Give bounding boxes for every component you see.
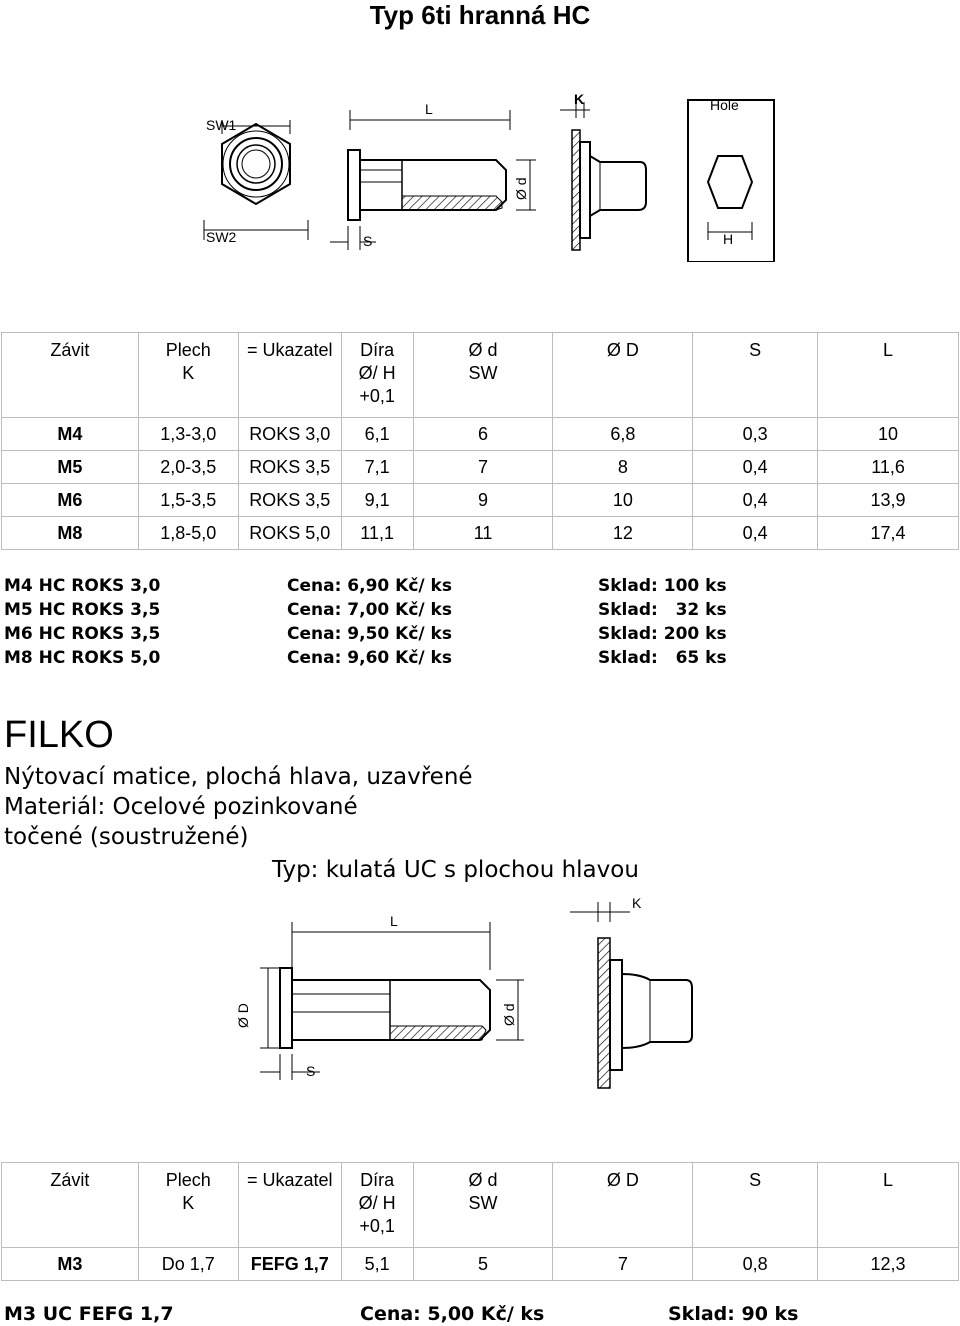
header-cell: S	[693, 1163, 818, 1248]
table-cell: 7	[553, 1248, 693, 1281]
product-price: Cena: 9,50 Kč/ ks	[287, 624, 452, 644]
table-cell: 9	[413, 484, 553, 517]
product-description: Nýtovací matice, plochá hlava, uzavřené Materiál: Ocelové pozinkované točené (soustružené)	[4, 764, 473, 850]
product-price: Cena: 9,60 Kč/ ks	[287, 648, 452, 668]
d-label: Ø d	[513, 177, 529, 200]
table-cell: 5,1	[341, 1248, 413, 1281]
product-name: M8 HC ROKS 5,0	[4, 648, 161, 668]
product-name: M5 HC ROKS 3,5	[4, 600, 161, 620]
s-label-2: S	[306, 1063, 316, 1079]
header-cell: Plech K	[138, 333, 238, 418]
header-cell: Díra Ø/ H +0,1	[341, 1163, 413, 1248]
table-cell: FEFG 1,7	[238, 1248, 341, 1281]
round-side-section	[260, 922, 524, 1080]
table-cell: ROKS 3,0	[238, 418, 341, 451]
header-cell: Závit	[2, 333, 139, 418]
table-cell: M8	[2, 517, 139, 550]
product-stock: Sklad: 65 ks	[598, 648, 727, 668]
table-cell: ROKS 3,5	[238, 484, 341, 517]
table-cell: 7	[413, 451, 553, 484]
table-cell: 1,3-3,0	[138, 418, 238, 451]
table-cell: M4	[2, 418, 139, 451]
header-cell: = Ukazatel	[238, 333, 341, 418]
table-cell: 10	[553, 484, 693, 517]
table-cell: M6	[2, 484, 139, 517]
table-cell: Do 1,7	[138, 1248, 238, 1281]
spec-table-hc	[1, 332, 959, 550]
d-label-2: Ø d	[501, 1003, 517, 1026]
product-price: Cena: 5,00 Kč/ ks	[360, 1303, 545, 1325]
product-stock: Sklad: 100 ks	[598, 576, 727, 596]
table-cell: 6,1	[341, 418, 413, 451]
hex-front-view	[204, 120, 308, 240]
hex-installed-view	[560, 100, 774, 262]
header-cell: Ø d SW	[413, 333, 553, 418]
header-cell: Ø D	[553, 1163, 693, 1248]
product-stock: Sklad: 32 ks	[598, 600, 727, 620]
table-cell: 10	[818, 418, 959, 451]
header-cell: L	[818, 1163, 959, 1248]
sw1-label: SW1	[206, 117, 237, 133]
price-list	[287, 574, 452, 670]
sw2-label: SW2	[206, 229, 237, 245]
table-cell: 12	[553, 517, 693, 550]
table-cell: 0,3	[693, 418, 818, 451]
k-label-2: K	[632, 895, 642, 911]
header-cell: Plech K	[138, 1163, 238, 1248]
header-cell: = Ukazatel	[238, 1163, 341, 1248]
stock-list	[598, 574, 727, 670]
table-cell: M3	[2, 1248, 139, 1281]
round-installed-view	[570, 902, 692, 1088]
table-cell: 12,3	[818, 1248, 959, 1281]
h-label: H	[723, 231, 734, 247]
hex-side-section	[330, 110, 536, 250]
l-label: L	[425, 101, 433, 117]
product-name: M3 UC FEFG 1,7	[4, 1303, 174, 1325]
table-cell: ROKS 5,0	[238, 517, 341, 550]
table-cell: 0,4	[693, 451, 818, 484]
table-cell: 13,9	[818, 484, 959, 517]
page-title: Typ 6ti hranná HC	[369, 0, 591, 30]
product-name: M6 HC ROKS 3,5	[4, 624, 161, 644]
D-label-2: Ø D	[235, 1003, 251, 1028]
header-cell: Ø D	[553, 333, 693, 418]
table-row	[2, 1248, 959, 1281]
table-cell: 8	[553, 451, 693, 484]
table-cell: 5	[413, 1248, 553, 1281]
table-cell: 17,4	[818, 517, 959, 550]
l-label-2: L	[390, 913, 398, 929]
table-row	[2, 484, 959, 517]
round-nut-drawing	[220, 890, 720, 1090]
table-cell: 6	[413, 418, 553, 451]
table-row	[2, 517, 959, 550]
table-row	[2, 451, 959, 484]
hex-nut-drawing	[180, 90, 780, 262]
product-stock: Sklad: 200 ks	[598, 624, 727, 644]
brand-heading: FILKO	[4, 714, 114, 756]
product-stock: Sklad: 90 ks	[668, 1303, 799, 1325]
product-name: M4 HC ROKS 3,0	[4, 576, 161, 596]
k-label: K	[574, 91, 585, 107]
table-cell: 1,8-5,0	[138, 517, 238, 550]
table-cell: 1,5-3,5	[138, 484, 238, 517]
table-cell: 0,8	[693, 1248, 818, 1281]
table-row	[2, 418, 959, 451]
header-cell: Díra Ø/ H +0,1	[341, 333, 413, 418]
table-cell: 11,1	[341, 517, 413, 550]
table-cell: 6,8	[553, 418, 693, 451]
header-cell: L	[818, 333, 959, 418]
type-heading: Typ: kulatá UC s plochou hlavou	[272, 857, 639, 883]
table-cell: 11	[413, 517, 553, 550]
s-label: S	[363, 233, 373, 249]
table-cell: ROKS 3,5	[238, 451, 341, 484]
table-cell: 2,0-3,5	[138, 451, 238, 484]
header-cell: S	[693, 333, 818, 418]
table-cell: 0,4	[693, 484, 818, 517]
product-price: Cena: 7,00 Kč/ ks	[287, 600, 452, 620]
table-cell: 7,1	[341, 451, 413, 484]
product-price: Cena: 6,90 Kč/ ks	[287, 576, 452, 596]
table-cell: 0,4	[693, 517, 818, 550]
product-name-list	[4, 574, 160, 670]
table-cell: M5	[2, 451, 139, 484]
table-cell: 9,1	[341, 484, 413, 517]
header-cell: Ø d SW	[413, 1163, 553, 1248]
spec-table-uc	[1, 1162, 959, 1281]
hole-label: Hole	[710, 97, 739, 113]
table-cell: 11,6	[818, 451, 959, 484]
header-cell: Závit	[2, 1163, 139, 1248]
